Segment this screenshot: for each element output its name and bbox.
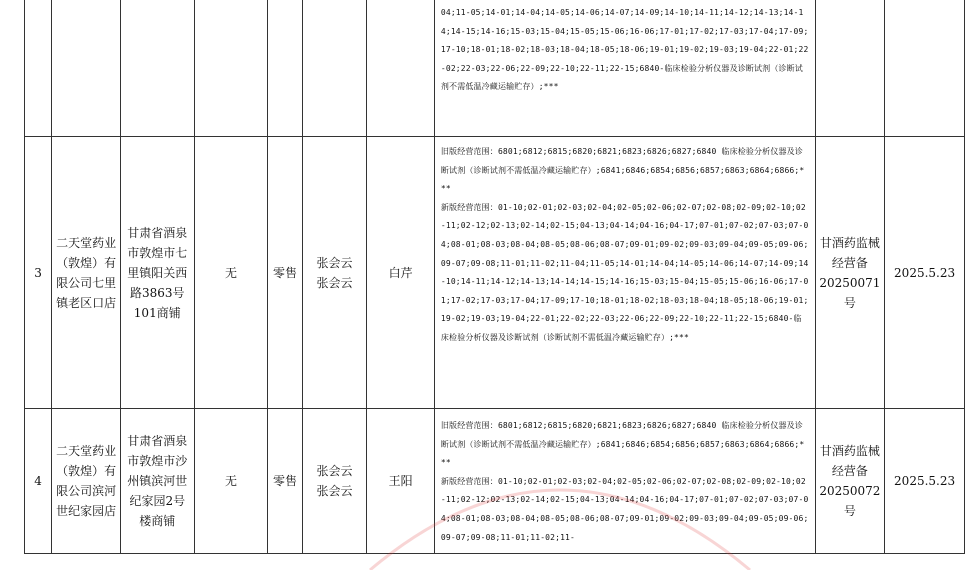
enterprise-head: 张会云 (316, 484, 353, 498)
classification-cell (194, 0, 268, 137)
scope-old: 旧版经营范围：6801;6812;6815;6820;6821;6823;6826;6827;6840 临床检验分析仪器及诊断试剂（诊断试剂不需低温冷藏运输贮存）;6841;6846;6854;6856;6857;6863;6864;6866;*** (440, 421, 805, 468)
date-cell (885, 0, 965, 137)
business-scope-cell (434, 137, 815, 409)
address-cell (120, 137, 194, 409)
row-index: 3 (34, 265, 42, 280)
classification: 无 (224, 474, 237, 488)
scope-new: 新版经营范围：01-10;02-01;02-03;02-04;02-05;02-06;02-07;02-08;02-09;02-10;02-11;02-12;02-13;02-14;02-15;04-13;04-14;04-16;04-17;07-01;07-02;07-03;07-04;08-01;08-03;08-04;08-05;08-06;08-07;09-01;09-02;09-03;09-04;09-05;09-06;09-07;09-08;11-01;11-02;11-04;11-05;14-01;14-04;14-05;14-06;14-07;14-09;14-10;14-11;14-12;14-13;14-14;14-15;14-16;15-03;15-04;15-05;15-06;16-06;17-01;17-02;17-03;17-04;17-09;17-10;18-01;18-02;18-03;18-04;18-05;18-06;19-01;19-02;19-03;19-04;22-01;22-02;22-03;22-06;22-09;22-10;22-11;22-15;6840-临床检验分析仪器及诊断试剂（诊断试剂不需低温冷藏运输贮存）;*** (440, 202, 809, 342)
classification-cell (194, 409, 268, 554)
index-cell (25, 137, 52, 409)
company-name: 二天堂药业（敦煌）有限公司滨河世纪家园店 (56, 444, 117, 518)
mode-cell (268, 137, 302, 409)
index-cell (25, 409, 52, 554)
legal-rep-cell (302, 137, 367, 409)
company-name: 二天堂药业（敦煌）有限公司七里镇老区口店 (56, 235, 117, 310)
cert-no-cell (815, 0, 885, 137)
filing-certificate-number: 甘酒药监械经营备20250071号 (819, 235, 881, 310)
classification-cell (194, 137, 268, 409)
mode-cell (268, 0, 302, 137)
company-name-cell (52, 409, 121, 554)
company-name-cell (52, 137, 121, 409)
quality-manager: 王阳 (388, 474, 413, 488)
business-mode: 零售 (272, 474, 297, 488)
quality-manager-cell (367, 137, 435, 409)
legal-representative: 张会云 (316, 255, 353, 270)
scope-old: 旧版经营范围：6801;6812;6815;6820;6821;6823;6826;6827;6840 临床检验分析仪器及诊断试剂（诊断试剂不需低温冷藏运输贮存）;6841;6846;6854;6856;6857;6863;6864;6866;*** (440, 147, 805, 194)
classification: 无 (224, 265, 237, 280)
table-row (25, 409, 965, 554)
filing-table (24, 0, 965, 554)
cert-no-cell (815, 137, 885, 409)
row-index: 4 (34, 474, 42, 488)
filing-certificate-number: 甘酒药监械经营备20250072号 (819, 444, 881, 518)
address-cell (120, 409, 194, 554)
address-cell (120, 0, 194, 137)
quality-manager-cell (367, 409, 435, 554)
date-cell (885, 409, 965, 554)
filing-date: 2025.5.23 (894, 265, 956, 280)
table-row (25, 137, 965, 409)
address: 甘肃省酒泉市敦煌市沙州镇滨河世纪家园2号楼商铺 (127, 434, 188, 528)
quality-manager: 白芹 (388, 265, 413, 280)
date-cell (885, 137, 965, 409)
legal-representative: 张会云 (316, 464, 353, 478)
quality-manager-cell (367, 0, 435, 137)
cert-no-cell (815, 409, 885, 554)
company-name-cell (52, 0, 121, 137)
enterprise-head: 张会云 (316, 275, 353, 290)
business-mode: 零售 (272, 265, 297, 280)
scope-text: 04;11-05;14-01;14-04;14-05;14-06;14-07;14-09;14-10;14-11;14-12;14-13;14-14;14-15;14-16;15-03;15-04;15-05;15-06;16-06;17-01;17-02;17-03;17-04;17-09;17-10;18-01;18-02;18-03;18-04;18-05;18-06;19-01;19-02;19-03;19-04;22-01;22-02;22-03;22-06;22-09;22-10;22-11;22-15;6840-临床检验分析仪器及诊断试剂（诊断试剂不需低温冷藏运输贮存）;*** (440, 8, 809, 92)
filing-date: 2025.5.23 (894, 474, 956, 488)
address: 甘肃省酒泉市敦煌市七里镇阳关西路3863号101商铺 (127, 225, 188, 320)
scope-new: 新版经营范围：01-10;02-01;02-03;02-04;02-05;02-06;02-07;02-08;02-09;02-10;02-11;02-12;02-13;02-14;02-15;04-13;04-14;04-16;04-17;07-01;07-02;07-03;07-04;08-01;08-03;08-04;08-05;08-06;08-07;09-01;09-02;09-03;09-04;09-05;09-06;09-07;09-08;11-01;11-02;11- (440, 476, 809, 542)
legal-rep-cell (302, 409, 367, 554)
index-cell (25, 0, 52, 137)
table-row-continued (25, 0, 965, 137)
business-scope-cell (434, 0, 815, 137)
business-scope-cell (434, 409, 815, 554)
legal-rep-cell (302, 0, 367, 137)
mode-cell (268, 409, 302, 554)
